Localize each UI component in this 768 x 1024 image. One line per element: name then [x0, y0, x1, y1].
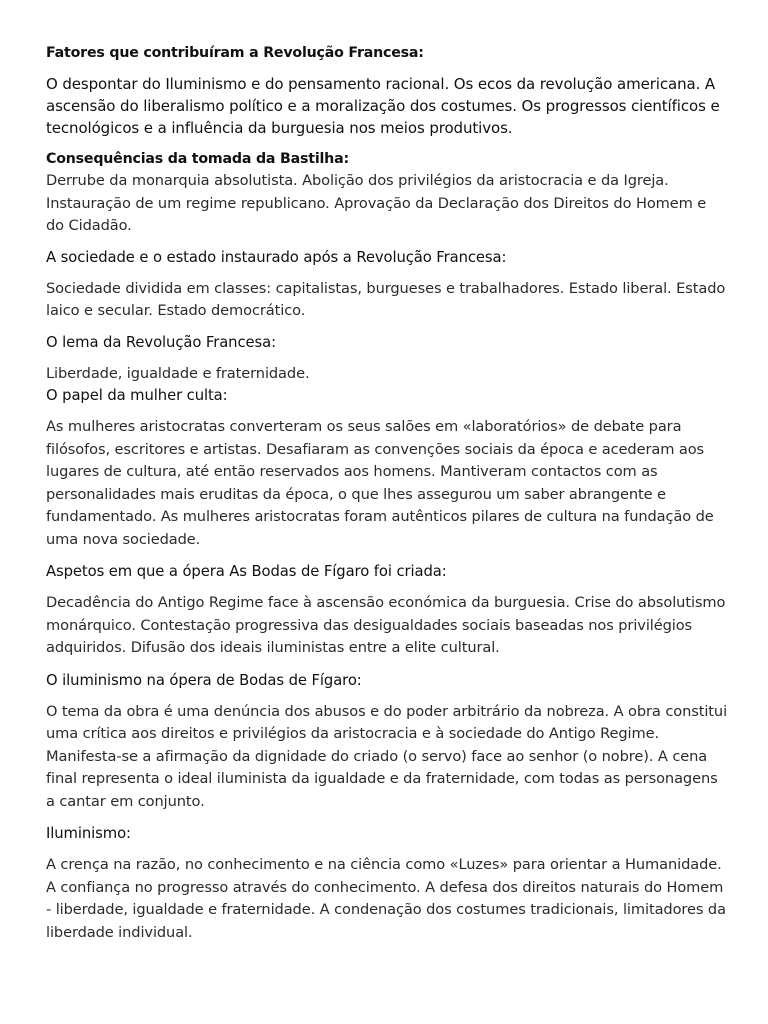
section-body-bastilha: Derrube da monarquia absolutista. Abolição dos privilégios da aristocracia e da Igreja. Instauração de um regime republicano. Aprovação da Declaração dos Direitos do Homem e do Cidadão. [46, 172, 707, 234]
section-title-aspetos-opera: Aspetos em que a ópera As Bodas de Fígaro foi criada: [46, 563, 447, 580]
section-body-iluminismo: A crença na razão, no conhecimento e na ciência como «Luzes» para orientar a Humanidade. A confiança no progresso através do conhecimento. A defesa dos direitos naturais do Homem - liberdade, igualdade e fraternidade. A condenação dos costumes tradicionais, limitadores da liberdade individual. [46, 856, 726, 941]
section-title-iluminismo-opera: O iluminismo na ópera de Bodas de Fígaro: [46, 671, 362, 689]
section-title-fatores: Fatores que contribuíram a Revolução Francesa: [46, 45, 424, 61]
section-body-sociedade: Sociedade dividida em classes: capitalistas, burgueses e trabalhadores. Estado liberal. Estado laico e secular. Estado democrático. [46, 279, 726, 319]
section-title-lema: O lema da Revolução Francesa: [46, 333, 276, 351]
section-title-sociedade: A sociedade e o estado instaurado após a Revolução Francesa: [46, 248, 507, 266]
section-body-fatores: O despontar do Iluminismo e do pensamento racional. Os ecos da revolução americana. A ascensão do liberalismo político e a moralização dos costumes. Os progressos científicos e tecnológicos e a influência da burguesia nos meios produtivos. [46, 75, 720, 137]
section-body-mulher: As mulheres aristocratas converteram os seus salões em «laboratórios» de debate para filósofos, escritores e artistas. Desafiaram as convenções sociais da época e acederam aos lugares de cultura, até então reservados aos homens. Mantiveram contactos com as personalidades mais eruditas da época, o que lhes assegurou um saber abrangente e fundamentado. As mulheres aristocratas foram autênticos pilares de cultura na fundação de uma nova sociedade. [46, 418, 714, 548]
section-title-iluminismo: Iluminismo: [46, 825, 131, 842]
section-body-aspetos-opera: Decadência do Antigo Regime face à ascensão económica da burguesia. Crise do absolutismo monárquico. Contestação progressiva das desigualdades sociais baseadas nos privilégios adquiridos. Difusão dos ideais iluministas entre a elite cultural. [46, 594, 726, 656]
section-body-lema: Liberdade, igualdade e fraternidade. [46, 364, 310, 382]
section-title-bastilha: Consequências da tomada da Bastilha: [46, 151, 349, 167]
section-body-iluminismo-opera: O tema da obra é uma denúncia dos abusos e do poder arbitrário da nobreza. A obra constitui uma crítica aos direitos e privilégios da aristocracia e à sociedade do Antigo Regime. Manifesta-se a afirmação da dignidade do criado (o servo) face ao senhor (o nobre). A cena final representa o ideal iluminista da igualdade e da fraternidade, com todas as personagens a cantar em conjunto. [46, 702, 728, 810]
section-title-mulher: O papel da mulher culta: [46, 387, 228, 404]
